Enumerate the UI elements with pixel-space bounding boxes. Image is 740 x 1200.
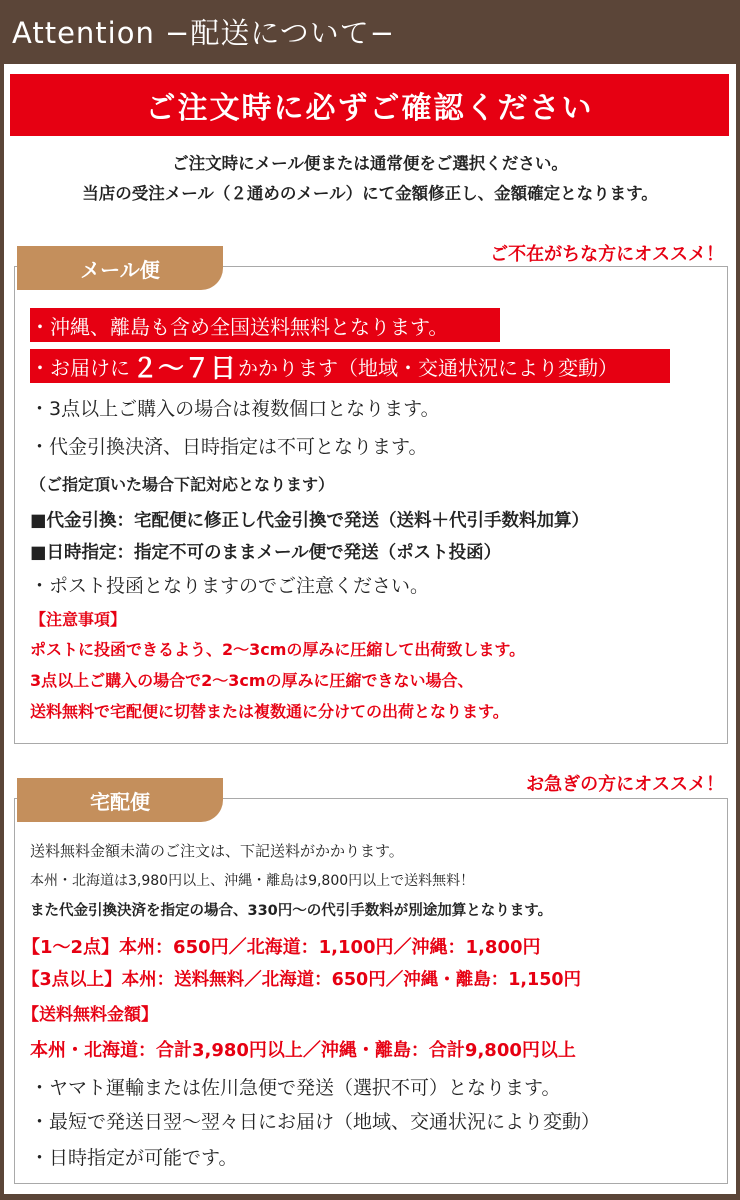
mail-line-cod: ・代金引換決済、日時指定は不可となります。 — [30, 436, 428, 458]
mail-highlight-days-pre: ・お届けに — [30, 355, 130, 380]
takuhai-free-amount: 本州・北海道：合計3,980円以上／沖縄・離島：合計9,800円以上 — [30, 1040, 576, 1061]
takuhai-price-3plus: 【3点以上】本州：送料無料／北海道：650円／沖縄・離島：1,150円 — [22, 970, 582, 990]
mail-tab: メール便 — [17, 246, 223, 290]
mail-note-heading: （ご指定頂いた場合下記対応となります） — [30, 475, 335, 494]
mail-caution-line: ポストに投函できるよう、2〜3cmの厚みに圧縮して出荷致します。 — [30, 640, 526, 659]
mail-post-note: ・ポスト投函となりますのでご注意ください。 — [30, 575, 430, 597]
takuhai-bottom-line: ・日時指定が可能です。 — [30, 1147, 238, 1169]
mail-caution-line: 送料無料で宅配便に切替または複数通に分けての出荷となります。 — [30, 702, 509, 721]
intro-line-2: 当店の受注メール（２通めのメール）にて金額修正し、金額確定となります。 — [82, 184, 658, 203]
mail-recommend: ご不在がちな方にオススメ！ — [490, 244, 724, 265]
mail-caution-line: 3点以上ご購入の場合で2〜3cmの厚みに圧縮できない場合、 — [30, 671, 474, 690]
takuhai-bottom-line: ・ヤマト運輸または佐川急便で発送（選択不可）となります。 — [30, 1077, 561, 1099]
takuhai-line: 送料無料金額未満のご注文は、下記送料がかかります。 — [30, 842, 404, 860]
mail-caution-heading: 【注意事項】 — [30, 610, 127, 629]
intro-line-1: ご注文時にメール便または通常便をご選択ください。 — [172, 154, 568, 173]
takuhai-price-1-2: 【1〜2点】本州：650円／北海道：1,100円／沖縄：1,800円 — [22, 937, 541, 958]
page-header — [0, 0, 740, 58]
mail-highlight-days-post: かかります（地域・交通状況により変動） — [238, 355, 619, 380]
takuhai-tab: 宅配便 — [17, 778, 223, 822]
mail-highlight-days-big: ２〜７日 — [132, 353, 237, 384]
takuhai-line: 本州・北海道は3,980円以上、沖縄・離島は9,800円以上で送料無料！ — [30, 873, 475, 889]
page-title: Attention −配送について− — [12, 16, 396, 50]
mail-highlight-free — [30, 308, 500, 342]
confirm-banner: ご注文時に必ずご確認ください — [10, 74, 729, 136]
mail-date-rule: ■日時指定：指定不可のままメール便で発送（ポスト投函） — [30, 543, 502, 563]
mail-cod-rule: ■代金引換：宅配便に修正し代金引換で発送（送料＋代引手数料加算） — [30, 511, 590, 531]
mail-line-multiple: ・3点以上ご購入の場合は複数個口となります。 — [30, 398, 440, 420]
mail-highlight-days — [30, 349, 670, 383]
takuhai-bottom-line: ・最短で発送日翌〜翌々日にお届け（地域、交通状況により変動） — [30, 1111, 601, 1133]
takuhai-recommend: お急ぎの方にオススメ！ — [526, 774, 724, 795]
takuhai-cod-note: また代金引換決済を指定の場合、330円〜の代引手数料が別途加算となります。 — [30, 903, 553, 919]
mail-highlight-free-text: ・沖縄、離島も含め全国送料無料となります。 — [30, 314, 449, 339]
takuhai-free-heading: 【送料無料金額】 — [22, 1005, 158, 1025]
